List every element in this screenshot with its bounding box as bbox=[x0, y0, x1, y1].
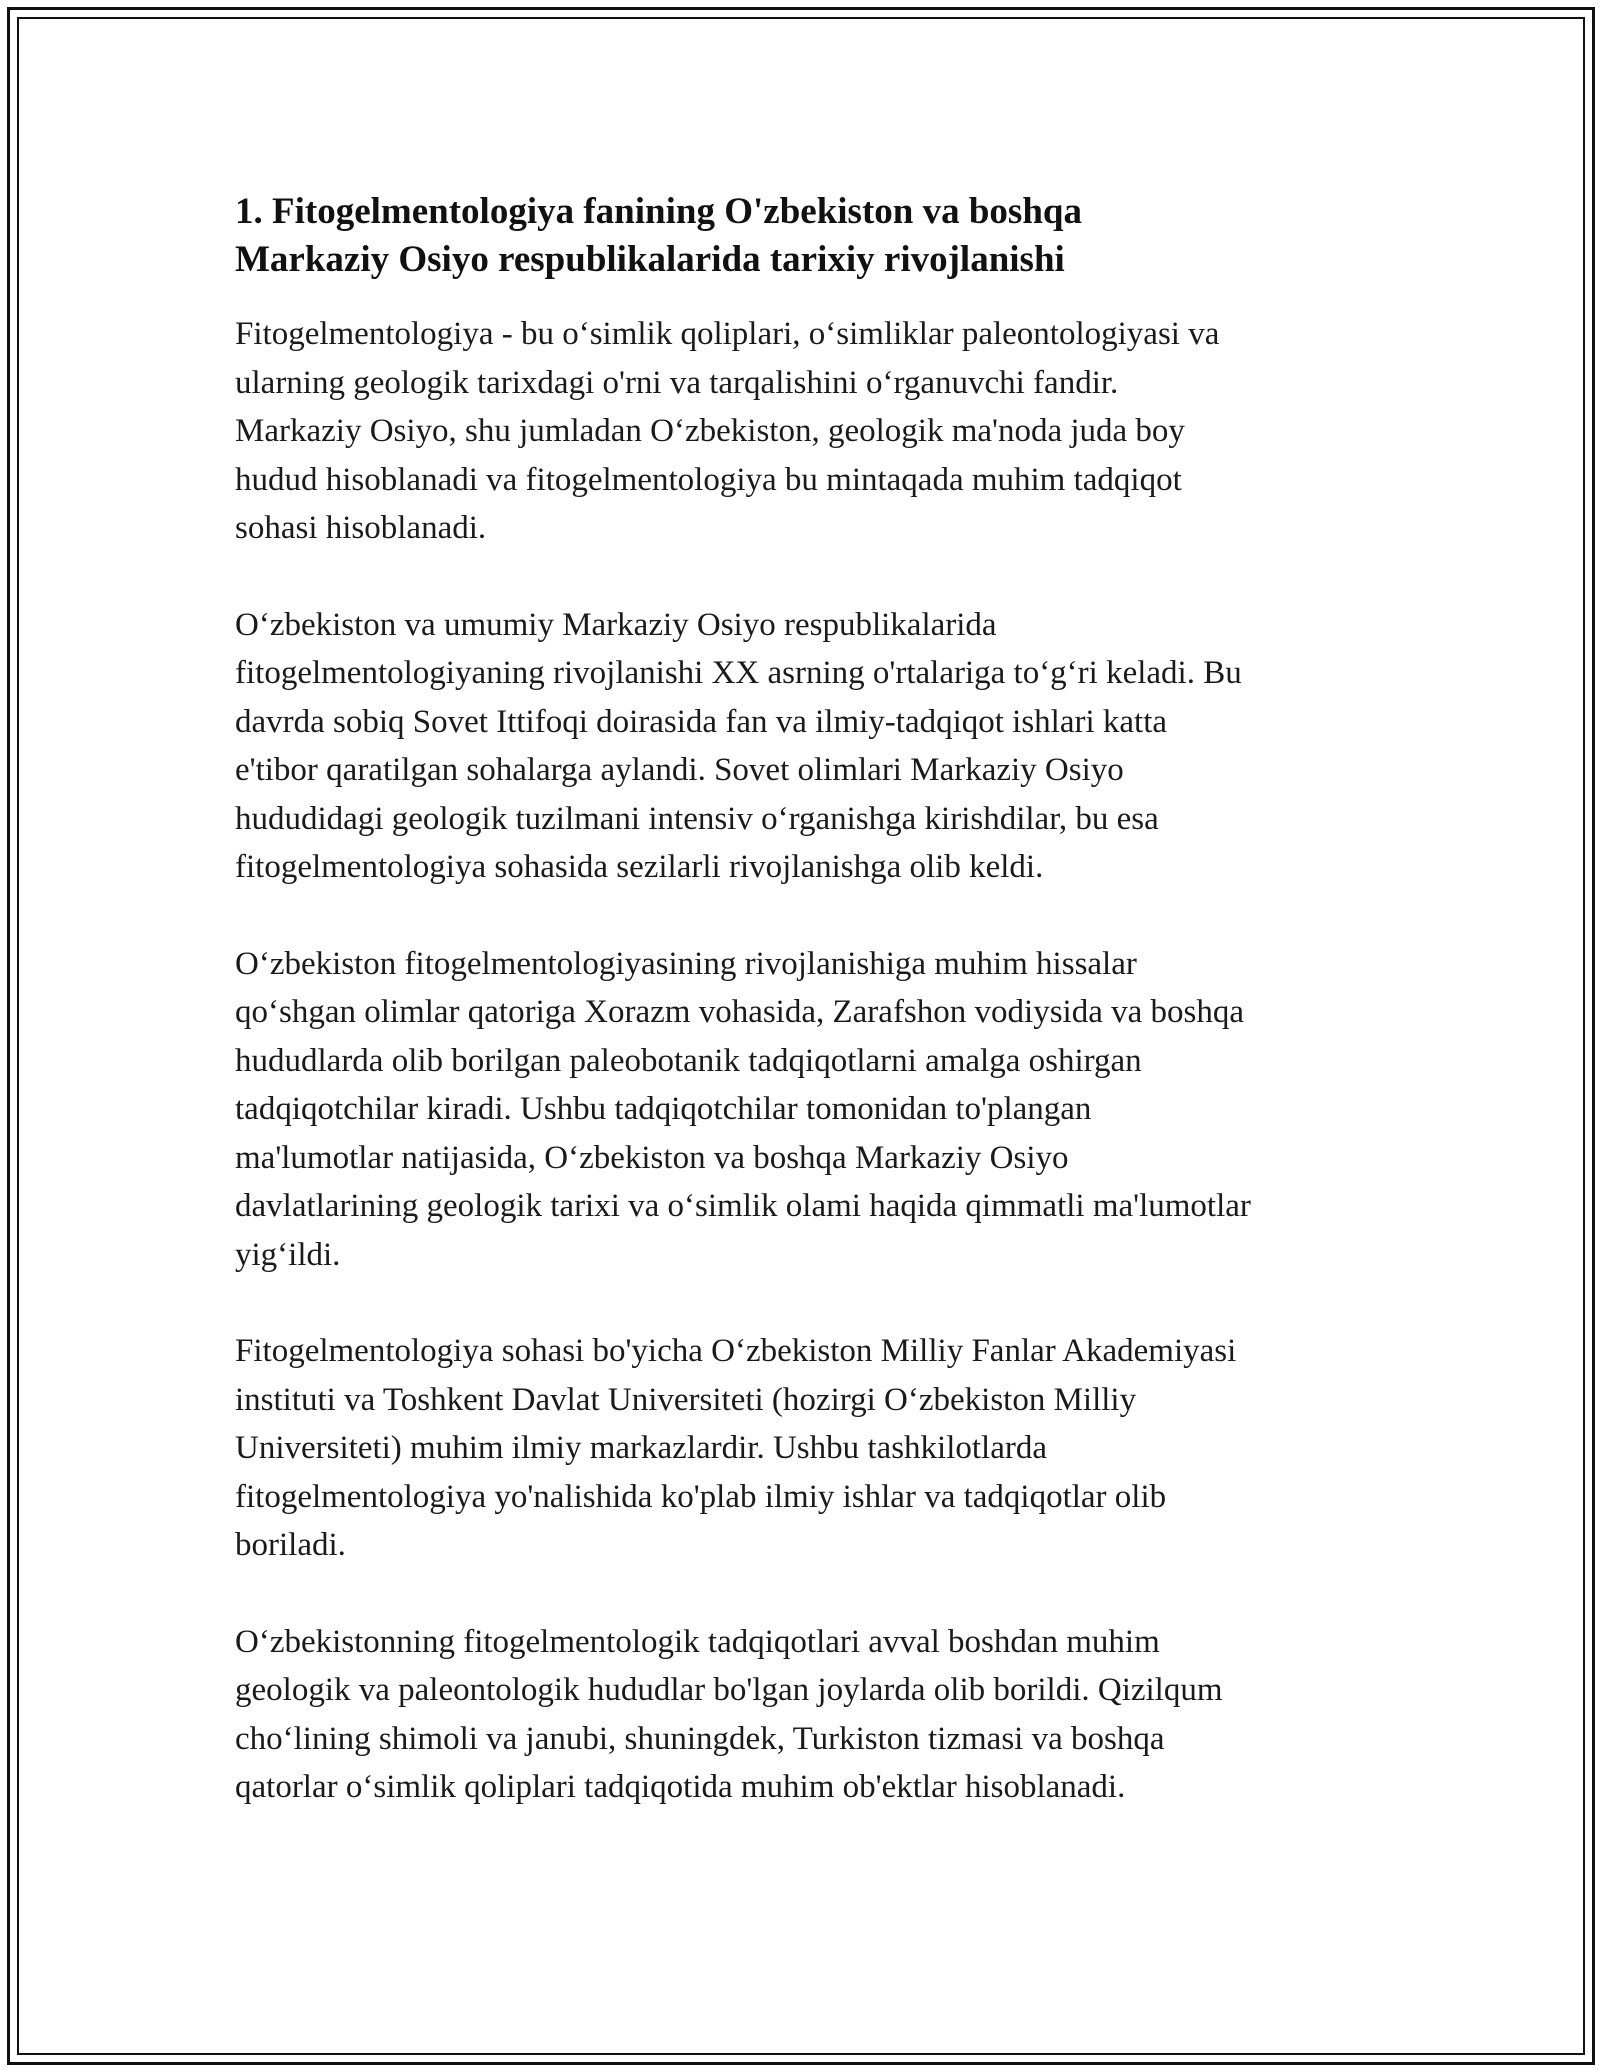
text-line: instituti va Toshkent Davlat Universiteti (hozirgi Oʻzbekiston Milliy bbox=[235, 1381, 1137, 1418]
paragraph-2 bbox=[235, 601, 1375, 892]
text-line: Markaziy Osiyo, shu jumladan Oʻzbekiston, geologik ma'noda juda boy bbox=[235, 413, 1185, 449]
text-line: sohasi hisoblanadi. bbox=[235, 510, 487, 546]
text-line: Fitogelmentologiya sohasi bo'yicha Oʻzbekiston Milliy Fanlar Akademiyasi bbox=[235, 1333, 1237, 1369]
text-line: ularning geologik tarixdagi o'rni va tarqalishini oʻrganuvchi fandir. bbox=[235, 364, 1119, 401]
text-line: hududlarda olib borilgan paleobotanik tadqiqotlarni amalga oshirgan bbox=[235, 1042, 1142, 1079]
text-line: Oʻzbekistonning fitogelmentologik tadqiqotlari avval boshdan muhim bbox=[235, 1623, 1160, 1660]
text-line: yigʻildi. bbox=[235, 1236, 341, 1273]
text-line: e'tibor qaratilgan sohalarga aylandi. Sovet olimlari Markaziy Osiyo bbox=[235, 752, 1124, 788]
text-line: davlatlarining geologik tarixi va oʻsimlik olami haqida qimmatli ma'lumotlar bbox=[235, 1188, 1251, 1224]
text-line: Fitogelmentologiya - bu oʻsimlik qoliplari, oʻsimliklar paleontologiyasi va bbox=[235, 316, 1220, 352]
text-line: choʻlining shimoli va janubi, shuningdek, Turkiston tizmasi va boshqa bbox=[235, 1720, 1165, 1757]
page-title bbox=[235, 188, 1375, 284]
text-line: geologik va paleontologik hududlar bo'lgan joylarda olib borildi. Qizilqum bbox=[235, 1672, 1223, 1708]
title-line: Markaziy Osiyo respublikalarida tarixiy rivojlanishi bbox=[235, 239, 1065, 280]
text-line: Oʻzbekiston va umumiy Markaziy Osiyo respublikalarida bbox=[235, 606, 997, 643]
title-line: 1. Fitogelmentologiya fanining O'zbekiston va boshqa bbox=[235, 191, 1082, 232]
paragraph-5 bbox=[235, 1618, 1375, 1812]
text-line: ma'lumotlar natijasida, Oʻzbekiston va boshqa Markaziy Osiyo bbox=[235, 1139, 1069, 1176]
text-line: fitogelmentologiyaning rivojlanishi XX asrning o'rtalariga toʻgʻri keladi. Bu bbox=[235, 655, 1242, 691]
text-line: tadqiqotchilar kiradi. Ushbu tadqiqotchilar tomonidan to'plangan bbox=[235, 1091, 1092, 1127]
text-line: davrda sobiq Sovet Ittifoqi doirasida fan va ilmiy-tadqiqot ishlari katta bbox=[235, 703, 1168, 740]
paragraph-1 bbox=[235, 310, 1375, 553]
document-body bbox=[235, 188, 1375, 1860]
paragraph-4 bbox=[235, 1327, 1375, 1570]
text-line: Oʻzbekiston fitogelmentologiyasining rivojlanishiga muhim hissalar bbox=[235, 945, 1137, 982]
text-line: qatorlar oʻsimlik qoliplari tadqiqotida muhim ob'ektlar hisoblanadi. bbox=[235, 1769, 1126, 1805]
text-line: qoʻshgan olimlar qatoriga Xorazm vohasida, Zarafshon vodiysida va boshqa bbox=[235, 994, 1244, 1030]
text-line: boriladi. bbox=[235, 1527, 346, 1563]
paragraph-3 bbox=[235, 940, 1375, 1280]
text-line: hududidagi geologik tuzilmani intensiv oʻrganishga kirishdilar, bu esa bbox=[235, 800, 1159, 837]
text-line: hudud hisoblanadi va fitogelmentologiya bu mintaqada muhim tadqiqot bbox=[235, 461, 1182, 498]
text-line: fitogelmentologiya yo'nalishida ko'plab ilmiy ishlar va tadqiqotlar olib bbox=[235, 1478, 1167, 1515]
text-line: fitogelmentologiya sohasida sezilarli rivojlanishga olib keldi. bbox=[235, 849, 1044, 885]
text-line: Universiteti) muhim ilmiy markazlardir. Ushbu tashkilotlarda bbox=[235, 1430, 1047, 1466]
